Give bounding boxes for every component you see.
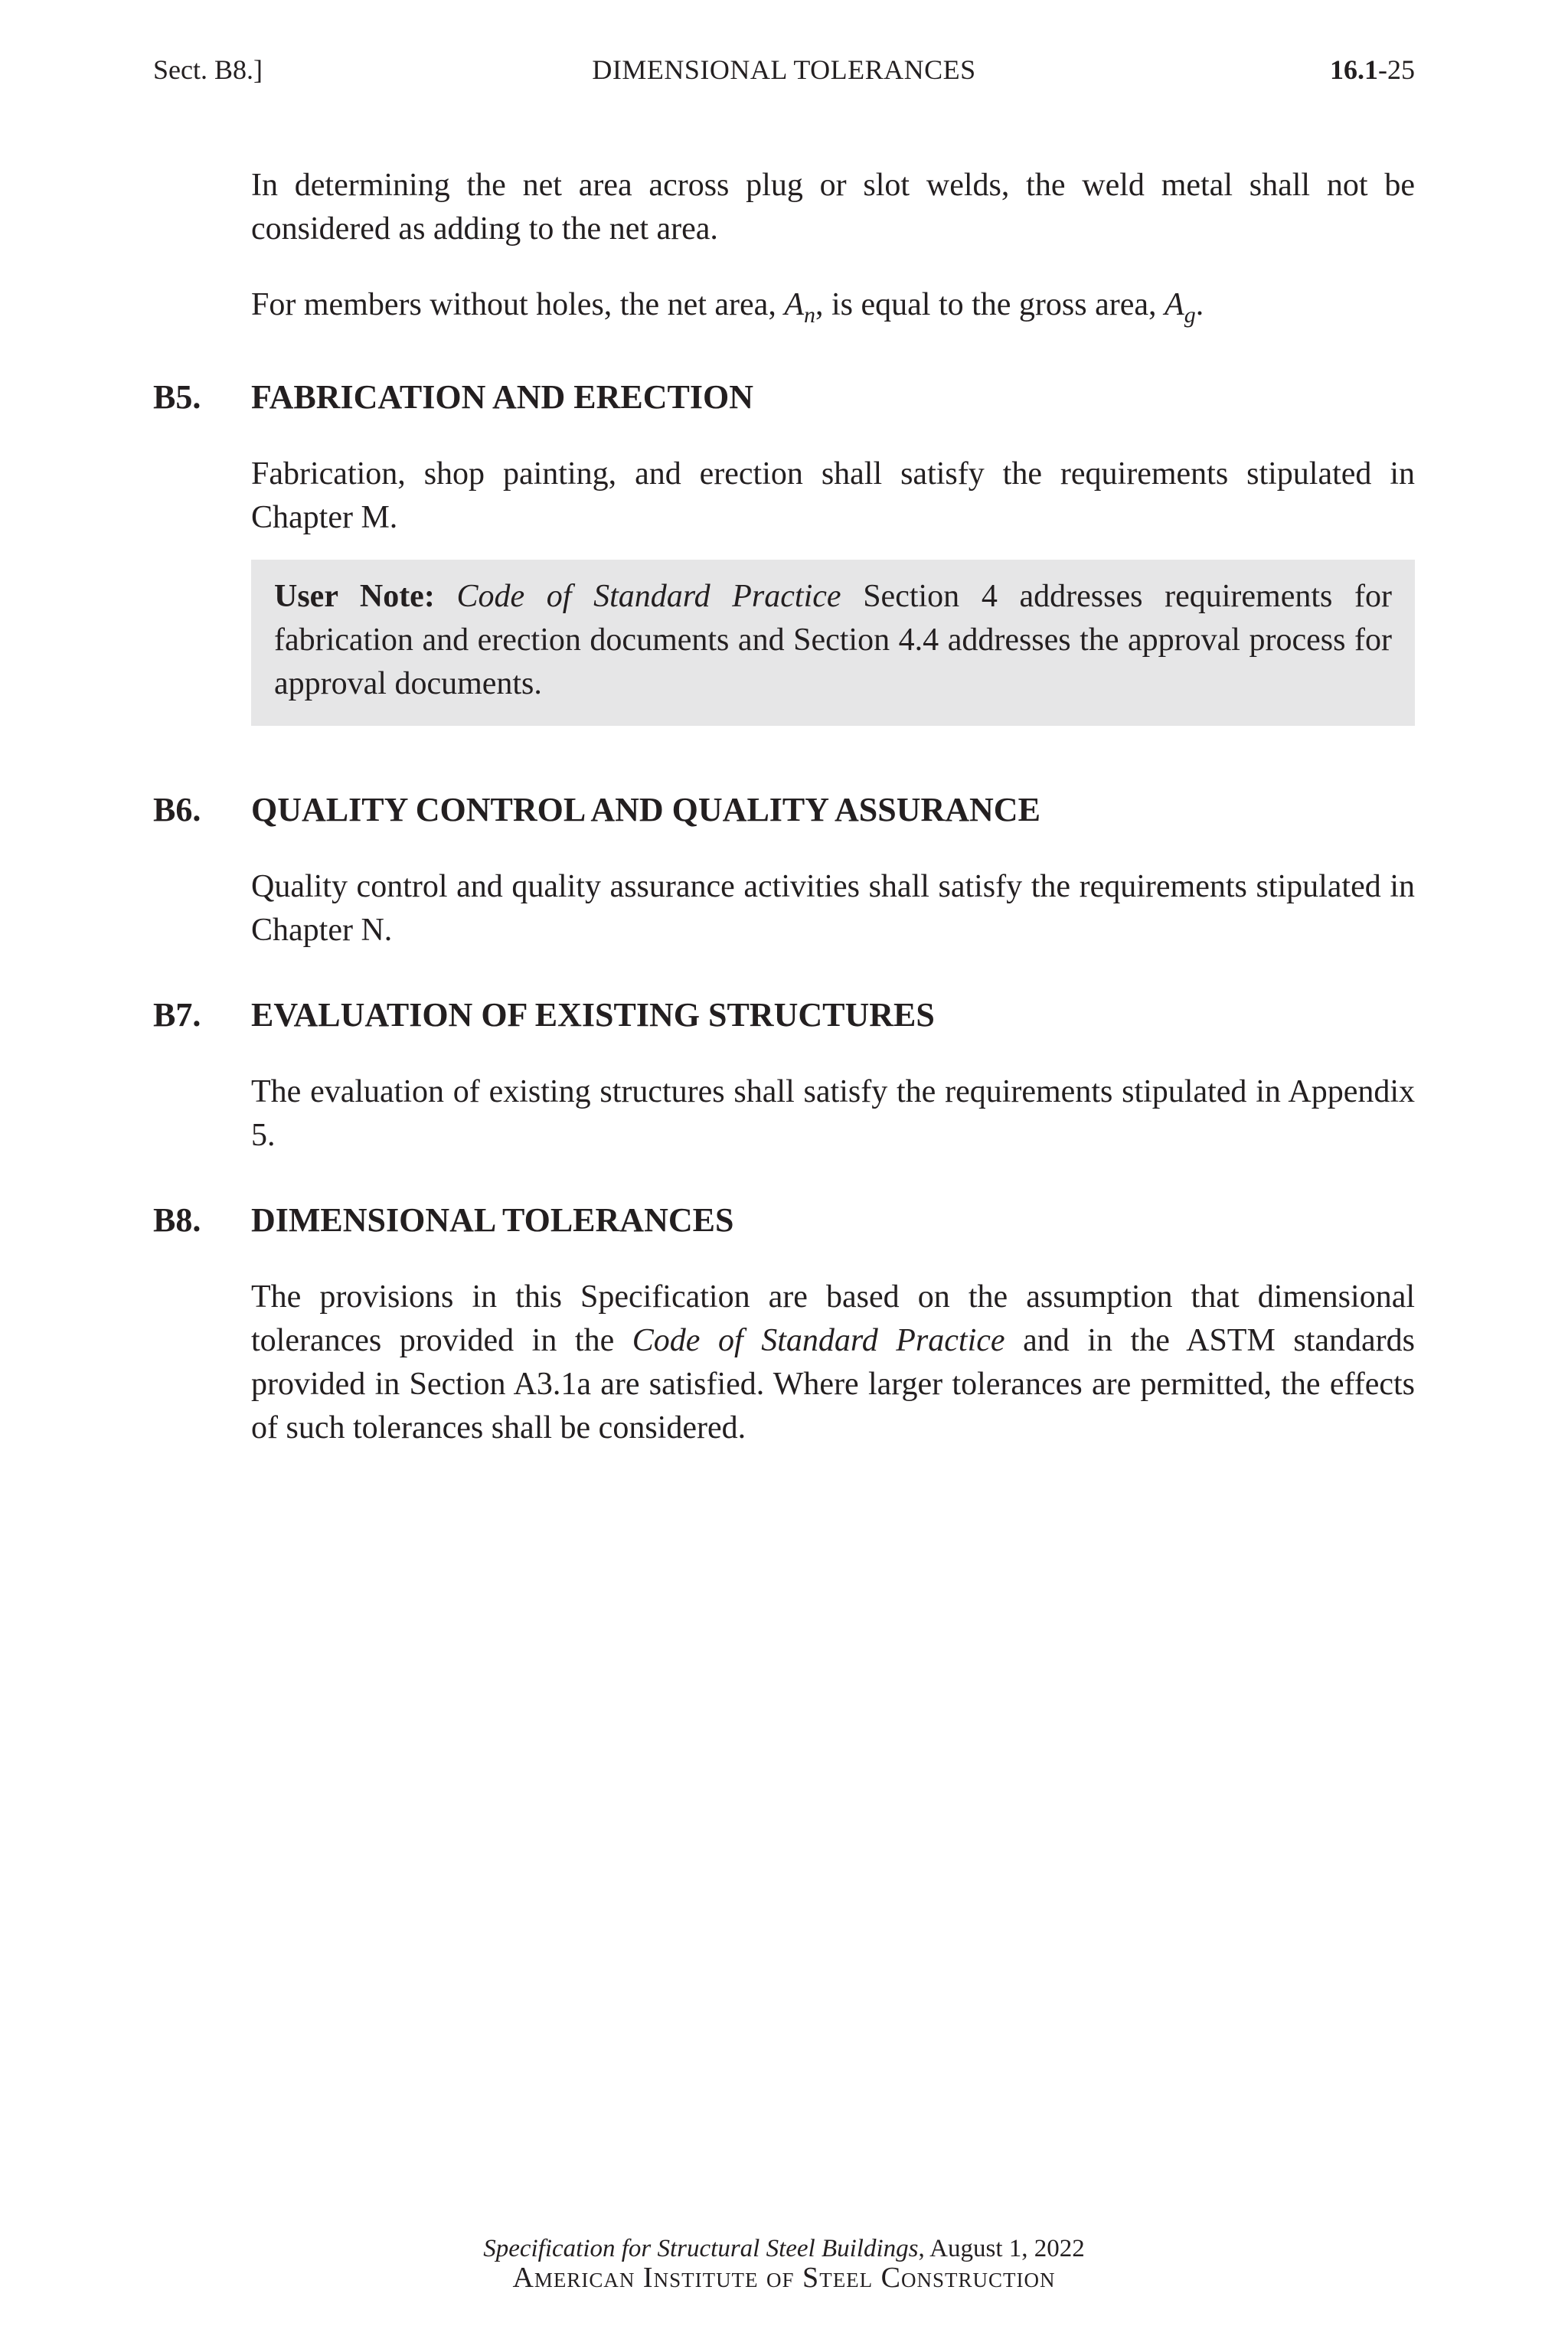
section-number: B5. (153, 378, 201, 416)
section-body: Fabrication, shop painting, and erection shall satisfy the requirements stipulated in Chapter M. (251, 456, 1415, 535)
section-number: B8. (153, 1201, 201, 1239)
intro-paragraph-2 (251, 283, 1415, 327)
sub-n: n (803, 302, 815, 328)
footer-title-line (0, 2234, 1568, 2263)
section-heading (153, 787, 1415, 833)
section-b5 (153, 374, 1415, 726)
section-title: EVALUATION OF EXISTING STRUCTURES (251, 996, 935, 1034)
intro-p2-text-a: For members without holes, the net area, (251, 287, 785, 322)
header-section-ref: Sect. B8.] (153, 54, 263, 85)
section-heading (153, 374, 1415, 420)
section-title: FABRICATION AND ERECTION (251, 378, 754, 416)
footer-spec-title: Specification for Structural Steel Buildings (483, 2235, 919, 2262)
page-footer (0, 2234, 1568, 2292)
section-number: B6. (153, 791, 201, 828)
intro-p2-text-c: . (1195, 287, 1204, 322)
section-b8 (153, 1197, 1415, 1450)
header-title: DIMENSIONAL TOLERANCES (592, 54, 976, 85)
sub-g: g (1184, 302, 1196, 328)
variable-an (784, 287, 815, 328)
intro-p2-text-b: , is equal to the gross area, (815, 287, 1165, 322)
page-number-chapter: 16.1 (1330, 54, 1378, 85)
header-page-number (1330, 54, 1415, 86)
user-note-label: User Note: (274, 579, 435, 614)
section-title: DIMENSIONAL TOLERANCES (251, 1201, 734, 1239)
section-b7 (153, 992, 1415, 1158)
footer-organization: American Institute of Steel Construction (512, 2262, 1056, 2294)
var-a: A (784, 287, 804, 322)
page-number-page: -25 (1378, 54, 1415, 85)
user-note-box (251, 560, 1415, 726)
section-title: QUALITY CONTROL AND QUALITY ASSURANCE (251, 791, 1040, 828)
running-header (153, 54, 1415, 100)
section-body: Quality control and quality assurance activities shall satisfy the requirements stipulated in Chapter N. (251, 869, 1415, 948)
user-note-italic-ref: Code of Standard Practice (456, 579, 841, 614)
b8-body-a: The provisions in this Specification are based on the assumption that dimensional tolerances provided in the (251, 1279, 1415, 1358)
b8-italic-ref: Code of Standard Practice (632, 1323, 1005, 1358)
section-b6 (153, 787, 1415, 952)
page-body (153, 164, 1415, 1470)
intro-paragraph-1: In determining the net area across plug or slot welds, the weld metal shall not be considered as adding to the net area. (251, 168, 1415, 247)
section-heading (153, 1197, 1415, 1243)
section-body: The evaluation of existing structures shall satisfy the requirements stipulated in Appendix 5. (251, 1074, 1415, 1153)
section-heading (153, 992, 1415, 1038)
footer-date: , August 1, 2022 (918, 2235, 1085, 2262)
section-body (251, 1276, 1415, 1450)
section-number: B7. (153, 996, 201, 1034)
var-a2: A (1165, 287, 1184, 322)
variable-ag (1165, 287, 1196, 328)
user-note-text: Section 4 addresses requirements for fabrication and erection documents and Section 4.4 addresses the approval process for approval documents. (274, 579, 1392, 701)
b8-body-b: and in the ASTM standards provided in Section A3.1a are satisfied. Where larger tolerances are permitted, the effects of such tolerances shall be considered. (251, 1323, 1416, 1446)
